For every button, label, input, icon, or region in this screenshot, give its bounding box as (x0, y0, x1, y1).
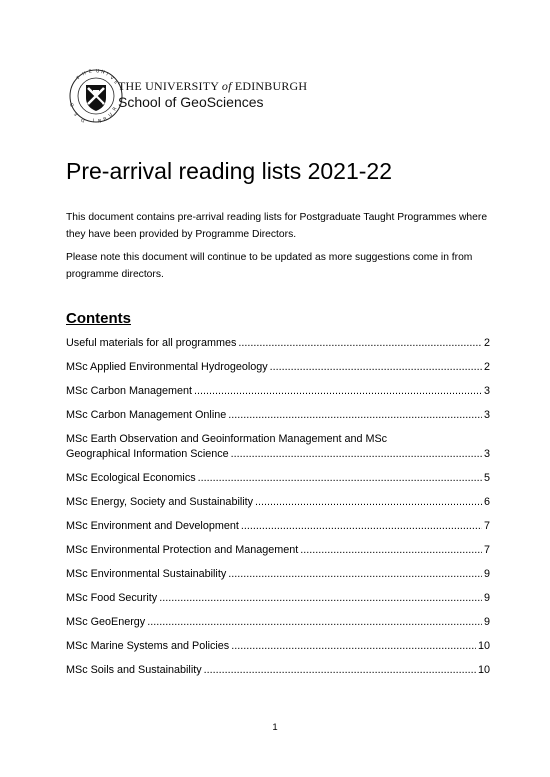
toc-leader (204, 663, 476, 678)
toc-entry[interactable] (66, 615, 490, 630)
toc-entry[interactable] (66, 591, 490, 606)
toc-entry[interactable] (66, 639, 490, 654)
toc-entry[interactable] (66, 495, 490, 510)
toc-entry-page: 9 (483, 592, 490, 604)
university-name (118, 79, 307, 94)
svg-text:I: I (105, 72, 109, 78)
document-title: Pre-arrival reading lists 2021-22 (66, 158, 392, 184)
toc-leader (270, 360, 482, 375)
school-name: School of GeoSciences (118, 94, 264, 110)
toc-entry-label: MSc Environment and Development (66, 520, 239, 532)
toc-leader (255, 495, 482, 510)
toc-entry[interactable] (66, 543, 490, 558)
intro-paragraph-1: This document contains pre-arrival reading lists for Postgraduate Taught Programmes where they have been provided by Programme Directors. (66, 212, 488, 240)
toc-entry-page: 10 (477, 664, 490, 676)
toc-entry[interactable] (66, 384, 490, 399)
toc-entry-page: 7 (483, 544, 490, 556)
intro-paragraph-2: Please note this document will continue to be updated as more suggestions come in from programme directors. (66, 252, 473, 280)
svg-text:V: V (108, 75, 115, 82)
svg-text:T: T (76, 75, 82, 82)
svg-text:N: N (100, 70, 105, 76)
page-number: 1 (272, 722, 278, 733)
svg-text:E: E (88, 69, 93, 75)
toc-entry[interactable] (66, 663, 490, 678)
toc-entry-page: 3 (483, 385, 490, 397)
toc-entry[interactable] (66, 336, 490, 351)
toc-entry[interactable] (66, 519, 490, 534)
toc-entry[interactable] (66, 360, 490, 375)
svg-text:H: H (81, 71, 87, 78)
toc-leader (228, 408, 482, 423)
toc-entry-page: 7 (483, 520, 490, 532)
svg-text:U: U (108, 112, 114, 119)
toc-entry-label: MSc Environmental Sustainability (66, 568, 227, 580)
toc-entry[interactable] (66, 567, 490, 582)
toc-leader (194, 384, 482, 399)
toc-entry-page: 2 (483, 337, 490, 349)
toc-leader (231, 447, 482, 462)
university-header (66, 66, 326, 126)
university-name-of: of (221, 79, 232, 93)
toc-leader (147, 615, 482, 630)
svg-text:E: E (112, 80, 119, 86)
contents-heading: Contents (66, 310, 131, 327)
svg-text:U: U (96, 69, 100, 75)
toc-entry-page: 5 (483, 472, 490, 484)
toc-entry-page: 3 (483, 409, 490, 421)
toc-entry[interactable] (66, 432, 490, 462)
toc-entry[interactable] (66, 471, 490, 486)
toc-entry-page: 10 (477, 640, 490, 652)
toc-entry-page: 9 (483, 568, 490, 580)
toc-entry-label-line1: MSc Earth Observation and Geoinformation Management and MSc (66, 433, 388, 445)
toc-leader (238, 336, 482, 351)
svg-text:D: D (80, 116, 86, 123)
svg-text:B: B (102, 117, 108, 123)
toc-entry-label: MSc Carbon Management Online (66, 409, 227, 421)
toc-entry-page: 2 (483, 361, 490, 373)
toc-entry-label: MSc Energy, Society and Sustainability (66, 496, 254, 508)
toc-entry-label: MSc Carbon Management (66, 385, 193, 397)
svg-text:O: O (69, 101, 76, 108)
university-name-prefix: THE UNIVERSITY (118, 79, 219, 93)
toc-leader (241, 519, 482, 534)
toc-leader (228, 567, 482, 582)
toc-entry-page: 6 (483, 496, 490, 508)
table-of-contents (66, 336, 490, 687)
svg-text:E: E (73, 110, 80, 117)
toc-entry-label: MSc Ecological Economics (66, 472, 196, 484)
toc-entry-page: 9 (483, 616, 490, 628)
svg-text:I: I (93, 119, 95, 124)
toc-entry-label: MSc GeoEnergy (66, 616, 146, 628)
toc-entry-label: Useful materials for all programmes (66, 337, 237, 349)
university-name-suffix: EDINBURGH (234, 79, 308, 93)
toc-leader (159, 591, 482, 606)
toc-leader (300, 543, 482, 558)
toc-entry-page: 3 (483, 448, 490, 460)
toc-entry-label: MSc Food Security (66, 592, 158, 604)
toc-entry-label: MSc Soils and Sustainability (66, 664, 202, 676)
toc-entry-label: MSc Applied Environmental Hydrogeology (66, 361, 268, 373)
toc-entry[interactable] (66, 408, 490, 423)
toc-entry-line2 (66, 447, 490, 462)
toc-entry-label: MSc Marine Systems and Policies (66, 640, 230, 652)
toc-leader (198, 471, 482, 486)
toc-entry-label: MSc Environmental Protection and Management (66, 544, 299, 556)
svg-text:R: R (112, 106, 119, 112)
toc-entry-label: Geographical Information Science (66, 448, 229, 460)
svg-text:N: N (98, 119, 102, 125)
university-crest-icon (66, 66, 126, 126)
toc-leader (231, 639, 476, 654)
